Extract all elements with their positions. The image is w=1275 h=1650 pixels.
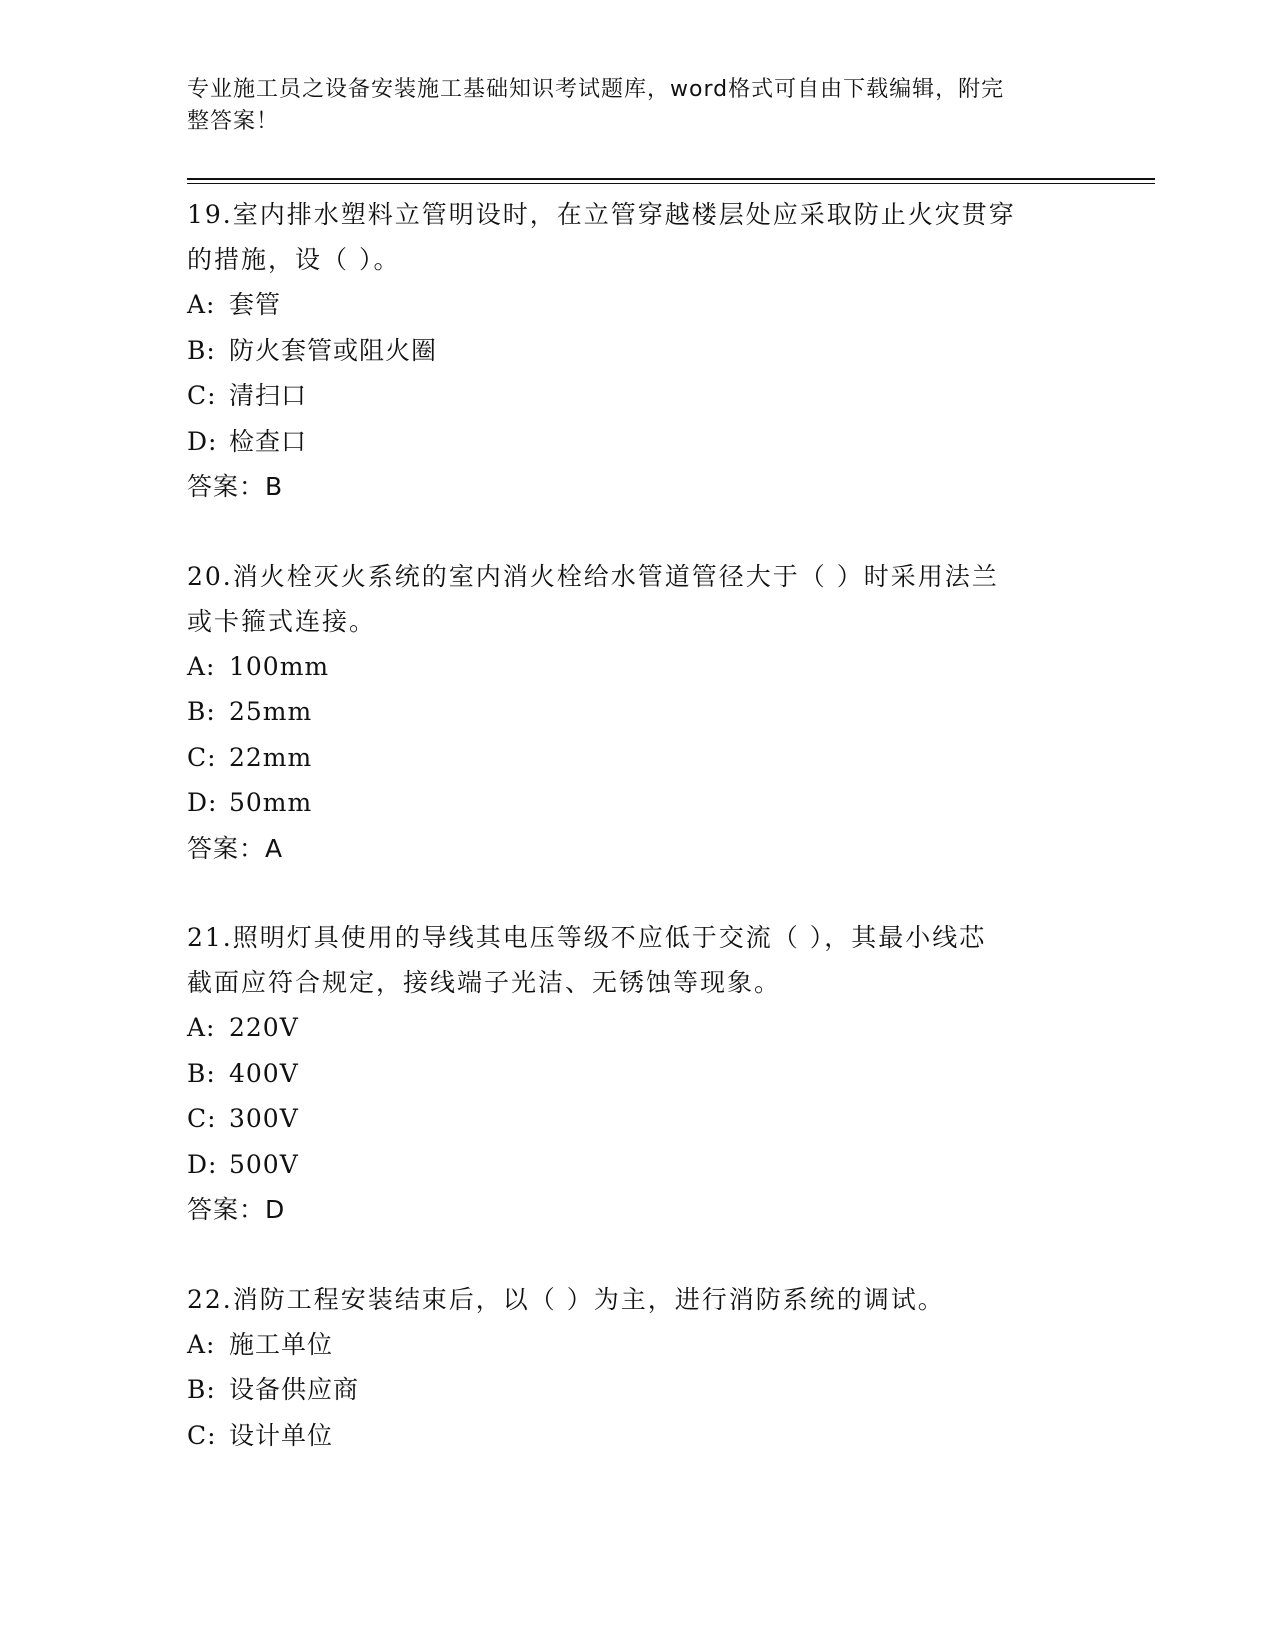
option-c — [187, 373, 1087, 419]
option-text: 设备供应商 — [229, 1375, 360, 1404]
header-divider-thin — [187, 183, 1155, 184]
question-stem: 20.消火栓灭火系统的室内消火栓给水管道管径大于（ ）时采用法兰 — [187, 561, 999, 591]
answer-line: 答案：B — [187, 472, 284, 501]
option-text: 套管 — [229, 290, 282, 319]
question-list — [187, 192, 1087, 1502]
option-a — [187, 282, 1087, 328]
option-letter: C: — [187, 742, 217, 772]
answer-line: 答案：A — [187, 833, 284, 863]
option-text: 50mm — [229, 788, 313, 817]
question-stem: 21.照明灯具使用的导线其电压等级不应低于交流（ ），其最小线芯 — [187, 923, 987, 952]
option-d — [187, 1142, 1087, 1188]
option-letter: D: — [187, 788, 218, 817]
option-text: 100mm — [229, 651, 330, 681]
option-c — [187, 1413, 1087, 1459]
option-letter: A: — [187, 1329, 216, 1359]
option-text: 施工单位 — [229, 1329, 334, 1359]
option-letter: D: — [187, 426, 218, 456]
option-letter: A: — [187, 651, 216, 681]
header-line-2: 整答案！ — [187, 109, 280, 134]
option-text: 22mm — [229, 742, 313, 772]
option-d — [187, 419, 1087, 465]
option-text: 300V — [229, 1104, 299, 1133]
option-b — [187, 1051, 1087, 1097]
option-letter: A: — [187, 290, 216, 319]
option-c — [187, 735, 1087, 781]
option-letter: B: — [187, 1058, 216, 1088]
option-letter: B: — [187, 335, 216, 365]
option-a — [187, 1322, 1087, 1368]
option-letter: A: — [187, 1013, 216, 1042]
option-letter: D: — [187, 1149, 218, 1179]
option-text: 防火套管或阻火圈 — [229, 335, 438, 365]
question-stem-continued: 截面应符合规定，接线端子光洁、无锈蚀等现象。 — [187, 968, 782, 997]
option-b — [187, 1367, 1087, 1413]
option-a — [187, 644, 1087, 690]
option-letter: B: — [187, 697, 216, 726]
option-text: 设计单位 — [229, 1420, 334, 1450]
header-divider-thick — [187, 178, 1155, 180]
option-text: 25mm — [229, 697, 313, 726]
option-c — [187, 1096, 1087, 1142]
answer-line: 答案：D — [187, 1195, 286, 1224]
option-letter: B: — [187, 1375, 216, 1404]
question-stem: 19.室内排水塑料立管明设时，在立管穿越楼层处应采取防止火灾贯穿 — [187, 200, 1016, 229]
document-header — [187, 74, 1067, 138]
option-letter: C: — [187, 1104, 217, 1133]
option-letter: C: — [187, 1420, 217, 1450]
option-b — [187, 328, 1087, 374]
question-22 — [187, 1277, 1087, 1459]
option-d — [187, 780, 1087, 826]
option-text: 400V — [229, 1058, 299, 1088]
option-b — [187, 689, 1087, 735]
header-line-1: 专业施工员之设备安装施工基础知识考试题库，word格式可自由下载编辑，附完 — [187, 77, 1005, 102]
question-20 — [187, 554, 1087, 872]
option-text: 清扫口 — [229, 381, 308, 410]
question-stem: 22.消防工程安装结束后，以（ ）为主，进行消防系统的调试。 — [187, 1284, 945, 1314]
option-text: 220V — [229, 1013, 299, 1042]
option-a — [187, 1005, 1087, 1051]
question-stem-continued: 的措施，设（ ）。 — [187, 245, 401, 274]
question-stem-continued: 或卡箍式连接。 — [187, 606, 377, 636]
option-letter: C: — [187, 381, 217, 410]
option-text: 500V — [229, 1149, 299, 1179]
question-19 — [187, 192, 1087, 510]
option-text: 检查口 — [229, 426, 308, 456]
question-21 — [187, 915, 1087, 1233]
